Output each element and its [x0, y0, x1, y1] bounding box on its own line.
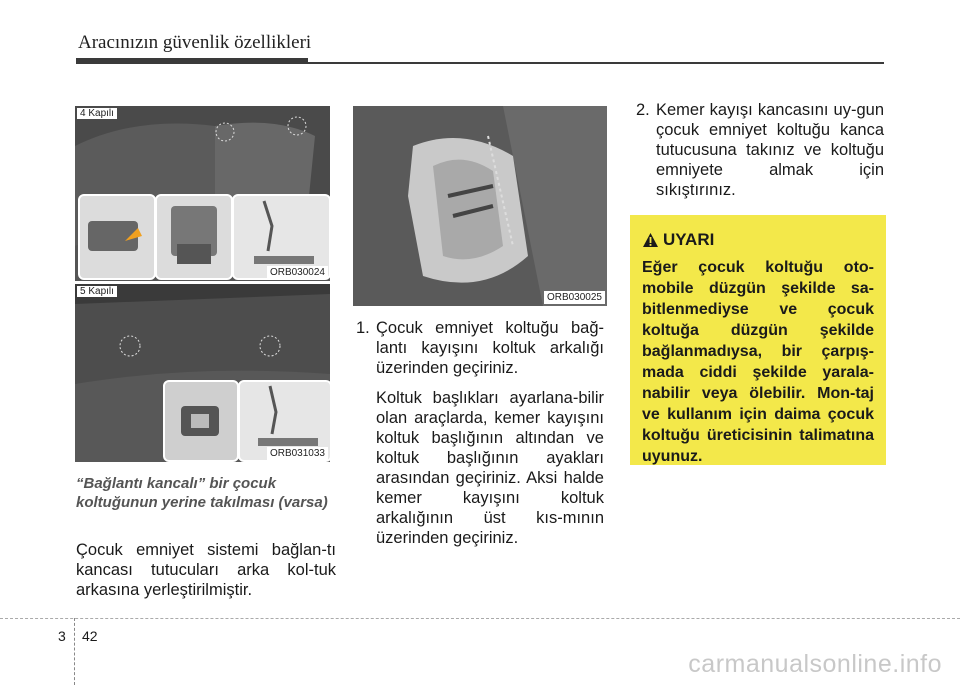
- footer-rule: [0, 618, 960, 619]
- header-rule: [76, 58, 308, 64]
- warning-title: [642, 230, 714, 250]
- inset-hook-cover: [78, 194, 156, 280]
- warning-title-text: UYARI: [663, 230, 715, 249]
- inset-anchor-open: [155, 194, 233, 280]
- watermark: carmanualsonline.info: [688, 650, 942, 678]
- figure-code: ORB030025: [544, 291, 605, 304]
- figure-4-door: [75, 106, 330, 281]
- step-number: 1.: [356, 319, 370, 337]
- figure-child-seat: [353, 106, 607, 306]
- intro-paragraph: Çocuk emniyet sistemi bağlan-tı kancası tutucuları arka kol-tuk arkasına yerleştirilmiştir.: [76, 541, 336, 599]
- figure-code: ORB031033: [267, 447, 328, 460]
- warning-triangle-icon: [642, 232, 659, 248]
- step-paragraph: Kemer kayışı kancasını uy-gun çocuk emniyet koltuğu kanca tutucusuna takınız ve koltuğu emniyete almak için sıkıştırınız.: [656, 101, 884, 199]
- step-paragraph: Çocuk emniyet koltuğu bağ-lantı kayışını koltuk arkalığı üzerinden geçiriniz.: [376, 319, 604, 377]
- figure-code: ORB030024: [267, 266, 328, 279]
- inset-anchor-bracket: [163, 380, 239, 462]
- variant-label: 4 Kapılı: [77, 108, 117, 119]
- variant-label: 5 Kapılı: [77, 286, 117, 297]
- header-rule-thin: [308, 62, 884, 64]
- figure-5-door: [75, 284, 330, 462]
- step-2: [636, 100, 884, 200]
- figure-caption: “Bağlantı kancalı” bir çocuk koltuğunun yerine takılması (varsa): [76, 475, 328, 511]
- page-header-title: Aracınızın güvenlik özellikleri: [78, 32, 312, 53]
- warning-box: [630, 215, 886, 465]
- chapter-number: 3: [58, 628, 66, 644]
- step-1: [356, 318, 604, 548]
- step-paragraph: Koltuk başlıkları ayarlana-bilir olan araçlarda, kemer kayışını koltuk başlığının altından ve koltuk başlığının ayakları arasından geçiriniz. Aksi halde kemer kayışını koltuk arkalığının üst kıs-mının üzerinden geçiriniz.: [376, 389, 604, 547]
- footer-divider: [74, 618, 75, 685]
- page-number: 42: [82, 628, 98, 644]
- step-number: 2.: [636, 101, 650, 119]
- warning-body: Eğer çocuk koltuğu oto-mobile düzgün şekilde sa-bitlenmediyse ve çocuk koltuğa düzgün şekilde bağlanmadıysa, bir çarpış-mada ciddi şekilde yarala-nabilir veya ölebilir. Mon-taj ve kullanım için daima çocuk koltuğu üreticisinin talimatına uyunuz.: [642, 259, 874, 465]
